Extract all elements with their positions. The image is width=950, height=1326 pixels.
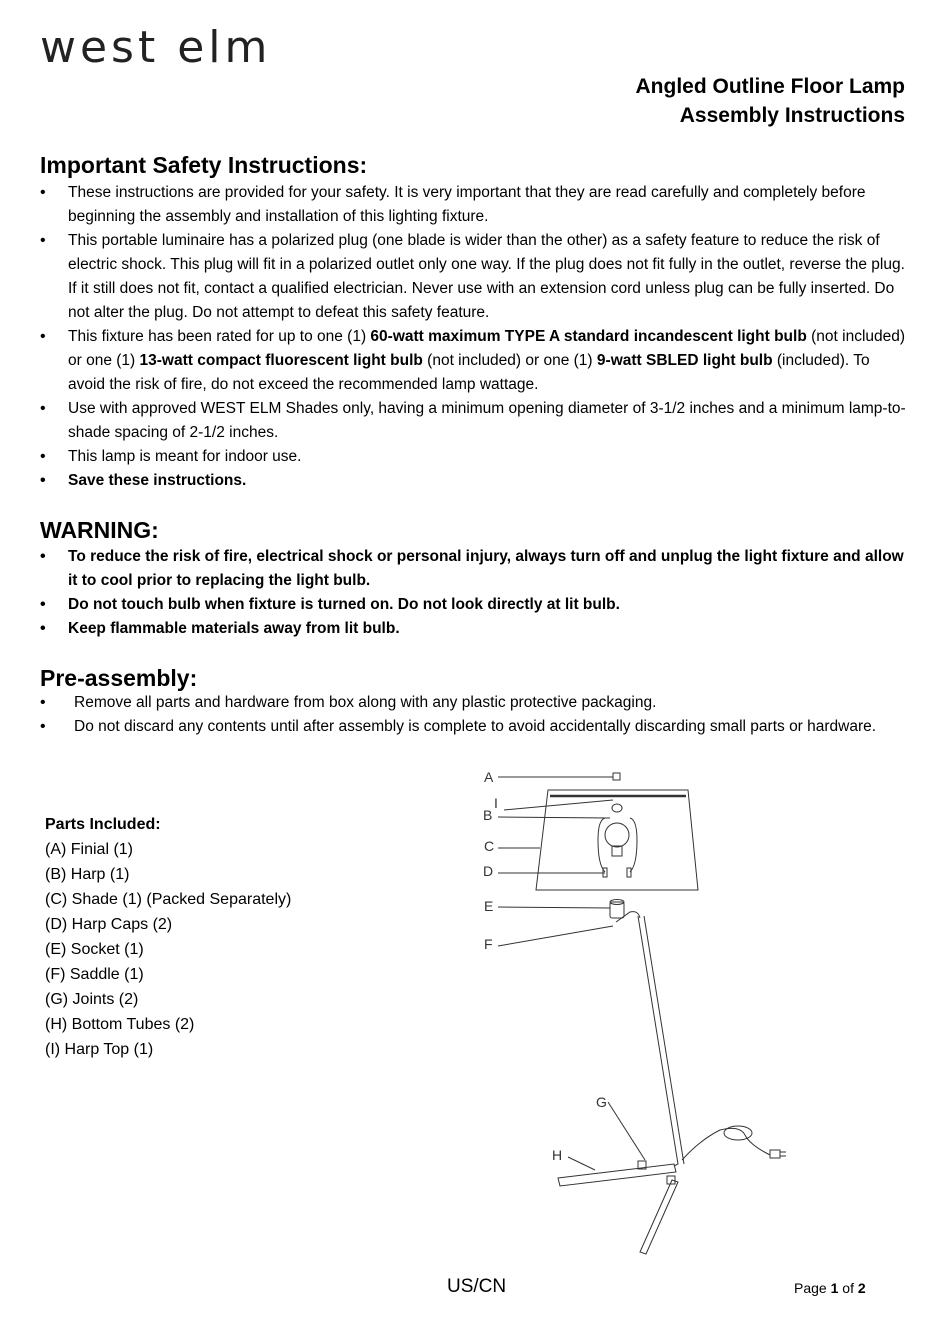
page-of: of xyxy=(842,1280,854,1296)
label-g: G xyxy=(596,1094,607,1110)
brand-logo: west elm xyxy=(40,22,272,73)
safety-bold: 9-watt SBLED light bulb xyxy=(596,352,773,369)
preassembly-heading: Pre-assembly: xyxy=(40,665,198,691)
part-item: (A) Finial (1) xyxy=(45,841,134,858)
lamp-exploded-diagram xyxy=(470,760,820,1260)
label-d: D xyxy=(483,863,494,879)
document-title xyxy=(636,72,906,130)
part-item: (H) Bottom Tubes (2) xyxy=(45,1016,195,1033)
safety-item: • This lamp is meant for indoor use. xyxy=(40,445,906,469)
leader-b xyxy=(498,817,610,818)
bottom-tube-2 xyxy=(640,1180,678,1254)
leader-h xyxy=(568,1157,595,1170)
saddle xyxy=(616,912,640,922)
title-line-1: Angled Outline Floor Lamp xyxy=(635,75,905,98)
safety-item: • Use with approved WEST ELM Shades only, having a minimum opening diameter of 3-1/2 inches and a minimum lamp-to-shade spacing of 2-1/2 inches. xyxy=(40,397,906,445)
safety-item: • Save these instructions. xyxy=(40,469,906,493)
bottom-tube-h xyxy=(558,1164,676,1186)
power-cord xyxy=(682,1128,770,1160)
safety-text: (not included) or one (1) xyxy=(68,328,906,369)
parts-list xyxy=(45,812,291,1062)
safety-text: This fixture has been rated for up to one (1) xyxy=(68,328,371,345)
leader-f xyxy=(498,926,613,946)
safety-item: • This portable luminaire has a polarized plug (one blade is wider than the other) as a safety feature to reduce the risk of electric shock. This plug will fit in a polarized outlet only one way. If the plug does not fit fully in the outlet, reverse the plug. If it still does not fit, contact a qualified electrician. Never use with an extension cord unless plug can be fully inserted. Do not alter the plug. Do not attempt to defeat this safety feature. xyxy=(40,229,906,325)
label-b: B xyxy=(483,807,493,823)
label-h: H xyxy=(552,1147,563,1163)
label-a: A xyxy=(484,769,494,785)
safety-text: (not included) or one (1) xyxy=(422,352,597,369)
part-item: (B) Harp (1) xyxy=(45,866,130,883)
light-bulb xyxy=(605,823,629,847)
label-f: F xyxy=(484,936,493,952)
page-number xyxy=(794,1280,866,1296)
page-word: Page xyxy=(794,1280,827,1296)
safety-text: (included). To avoid the risk of fire, do not exceed the recommended lamp wattage. xyxy=(68,352,870,393)
leader-i xyxy=(504,800,613,810)
harp-right xyxy=(630,818,637,872)
safety-bold: 13-watt compact fluorescent light bulb xyxy=(139,352,423,369)
plug xyxy=(770,1150,780,1158)
safety-bold: 60-watt maximum TYPE A standard incandescent light bulb xyxy=(370,328,807,345)
label-i: I xyxy=(494,795,498,811)
warning-heading: WARNING: xyxy=(40,517,159,543)
parts-heading: Parts Included: xyxy=(45,816,161,833)
warning-list xyxy=(40,545,906,641)
label-e: E xyxy=(484,898,494,914)
page-total: 2 xyxy=(857,1280,866,1296)
page-current: 1 xyxy=(830,1280,839,1296)
label-c: C xyxy=(484,838,495,854)
cord-coil xyxy=(724,1126,752,1140)
part-item: (F) Saddle (1) xyxy=(45,966,144,983)
part-item: (I) Harp Top (1) xyxy=(45,1041,154,1058)
part-item: (G) Joints (2) xyxy=(45,991,139,1008)
part-item: (D) Harp Caps (2) xyxy=(45,916,173,933)
main-tube-edge xyxy=(644,916,684,1164)
title-line-2: Assembly Instructions xyxy=(679,104,905,127)
warning-item: • To reduce the risk of fire, electrical shock or personal injury, always turn off and unplug the light fixture and allow it to cool prior to replacing the light bulb. xyxy=(40,545,906,593)
part-item: (C) Shade (1) (Packed Separately) xyxy=(45,891,292,908)
safety-list xyxy=(40,181,906,493)
harp-cap-right xyxy=(627,868,631,877)
footer-region: US/CN xyxy=(447,1276,507,1297)
preassembly-item: • Do not discard any contents until after assembly is complete to avoid accidentally discarding small parts or hardware. xyxy=(40,715,906,739)
safety-item: • These instructions are provided for your safety. It is very important that they are read carefully and completely before beginning the assembly and installation of this lighting fixture. xyxy=(40,181,906,229)
leader-e xyxy=(498,907,610,908)
part-item: (E) Socket (1) xyxy=(45,941,144,958)
preassembly-list xyxy=(40,691,906,739)
safety-heading: Important Safety Instructions: xyxy=(40,152,368,178)
preassembly-item: • Remove all parts and hardware from box along with any plastic protective packaging. xyxy=(40,691,906,715)
harp-top xyxy=(612,804,622,812)
finial xyxy=(613,773,620,780)
leader-g xyxy=(608,1102,645,1160)
safety-item xyxy=(40,325,906,397)
warning-item: • Keep flammable materials away from lit bulb. xyxy=(40,617,906,641)
harp-left xyxy=(598,818,605,872)
warning-item: • Do not touch bulb when fixture is turned on. Do not look directly at lit bulb. xyxy=(40,593,906,617)
main-tube xyxy=(638,916,678,1166)
